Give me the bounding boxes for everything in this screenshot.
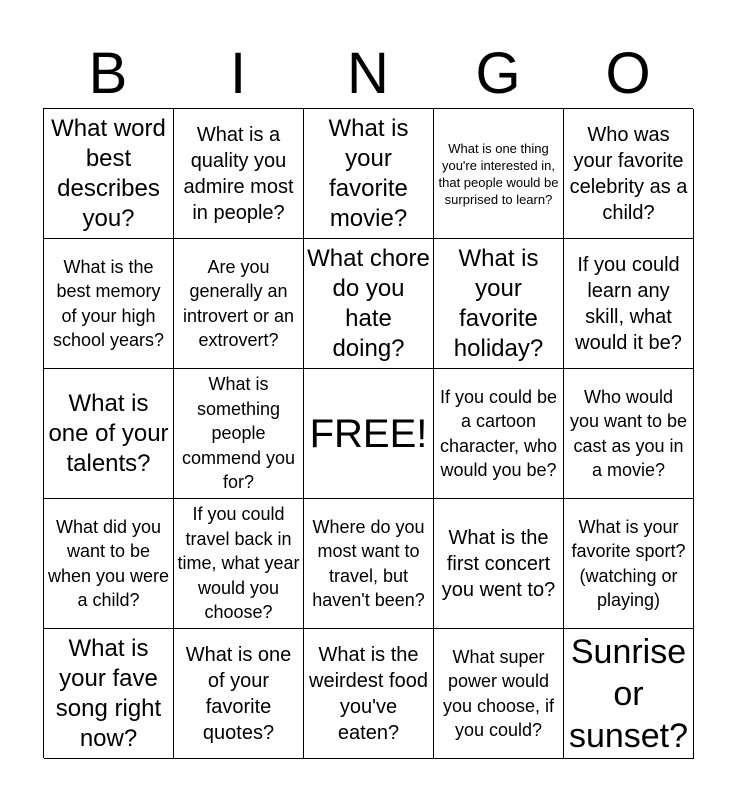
header-letter-n: N: [347, 41, 389, 106]
cell-text: What is something people commend you for?: [181, 374, 296, 493]
cell-text: Who was your favorite celebrity as a child?: [569, 123, 688, 224]
cell-text: What is the first concert you went to?: [441, 526, 556, 601]
bingo-cell[interactable]: [564, 109, 694, 239]
bingo-cell[interactable]: [434, 499, 564, 629]
bingo-cell[interactable]: [564, 499, 694, 629]
cell-text: What is the weirdest food you've eaten?: [309, 643, 428, 744]
bingo-grid: [43, 108, 693, 758]
header-letter-b: B: [88, 41, 128, 106]
cell-text: What is the best memory of your high school years?: [52, 256, 165, 350]
cell-text: If you could be a cartoon character, who would you be?: [439, 386, 558, 480]
cell-text: What did you want to be when you were a child?: [47, 516, 170, 610]
cell-text: What is your favorite holiday?: [453, 244, 544, 362]
bingo-cell[interactable]: [564, 239, 694, 369]
cell-text: What is your favorite movie?: [328, 114, 409, 232]
bingo-cell[interactable]: [44, 629, 174, 759]
bingo-cell[interactable]: [304, 629, 434, 759]
cell-text: What is one of your favorite quotes?: [185, 643, 292, 744]
header-letter-i: I: [229, 41, 247, 106]
cell-text: What chore do you hate doing?: [307, 244, 430, 362]
cell-text: What is one of your talents?: [48, 389, 169, 477]
cell-text: What word best describes you?: [51, 114, 166, 232]
bingo-cell[interactable]: [44, 109, 174, 239]
cell-text: Where do you most want to travel, but haven't been?: [312, 516, 425, 610]
free-cell[interactable]: [304, 369, 434, 499]
bingo-cell[interactable]: [564, 369, 694, 499]
bingo-cell[interactable]: [564, 629, 694, 759]
bingo-cell[interactable]: [174, 109, 304, 239]
bingo-cell[interactable]: [174, 239, 304, 369]
cell-text: What super power would you choose, if you could?: [442, 646, 555, 740]
bingo-cell[interactable]: [174, 629, 304, 759]
cell-text: If you could travel back in time, what year would you choose?: [177, 504, 300, 623]
free-cell-text: FREE!: [309, 411, 428, 456]
bingo-cell[interactable]: [44, 499, 174, 629]
header-letter-g: G: [475, 41, 521, 106]
bingo-cell[interactable]: [434, 629, 564, 759]
header-letter-o: O: [605, 41, 651, 106]
cell-text: Who would you want to be cast as you in a movie?: [569, 386, 688, 480]
bingo-cell[interactable]: [434, 239, 564, 369]
cell-text: Sunrise or sunset?: [568, 632, 689, 755]
cell-text: Are you generally an introvert or an extrovert?: [182, 256, 295, 350]
bingo-cell[interactable]: [44, 239, 174, 369]
cell-text: What is one thing you're interested in, that people would be surprised to learn?: [438, 140, 559, 207]
bingo-cell[interactable]: [434, 109, 564, 239]
bingo-cell[interactable]: [174, 499, 304, 629]
bingo-cell[interactable]: [304, 239, 434, 369]
cell-text: What is a quality you admire most in people?: [183, 123, 294, 224]
bingo-cell[interactable]: [44, 369, 174, 499]
cell-text: If you could learn any skill, what would it be?: [575, 253, 682, 354]
cell-text: What is your fave song right now?: [55, 634, 162, 752]
bingo-header: [43, 40, 693, 108]
bingo-cell[interactable]: [174, 369, 304, 499]
bingo-cell[interactable]: [304, 109, 434, 239]
bingo-cell[interactable]: [304, 499, 434, 629]
cell-text: What is your favorite sport? (watching or playing): [571, 516, 686, 610]
bingo-cell[interactable]: [434, 369, 564, 499]
